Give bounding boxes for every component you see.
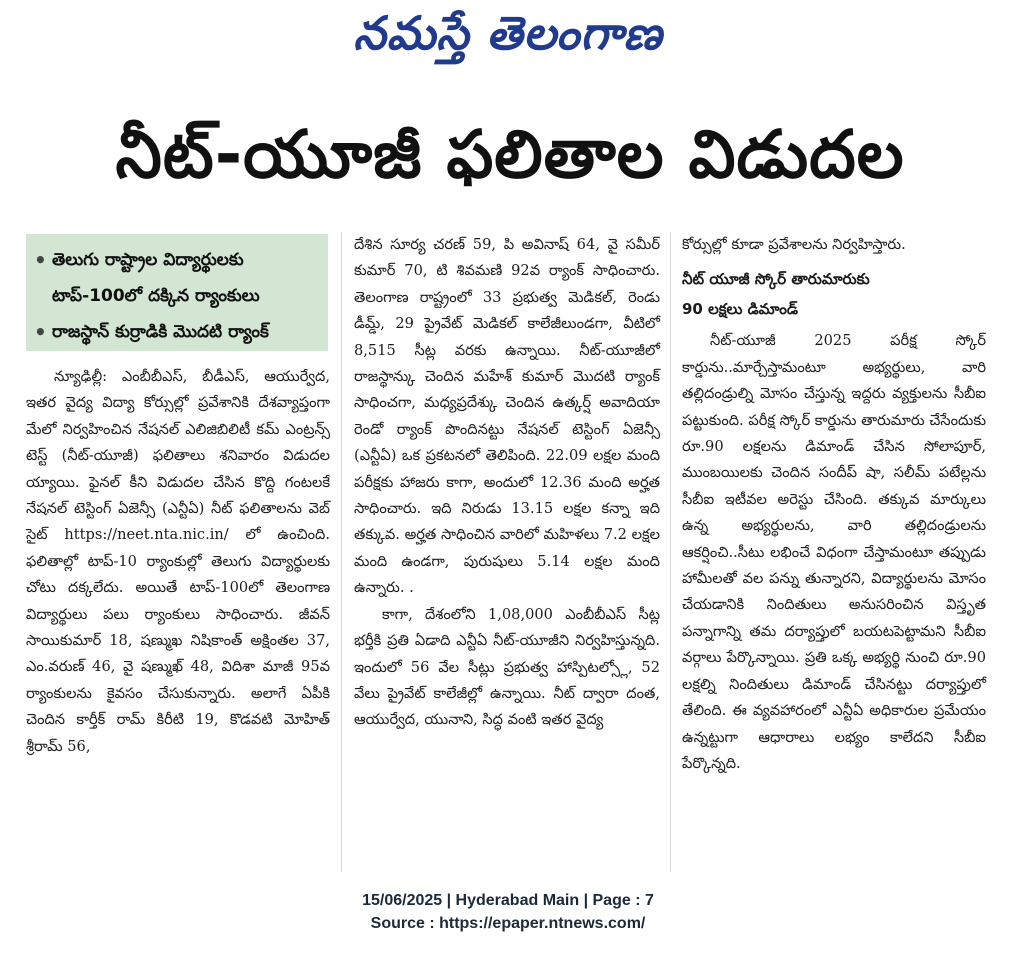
highlight-item — [34, 242, 320, 278]
article-column-3 — [682, 232, 986, 777]
headline: నీట్-యూజీ ఫలితాల విడుదల — [115, 116, 905, 193]
subheading-line: నీట్ యూజీ స్కోర్ తారుమారుకు — [682, 270, 870, 289]
highlight-item — [34, 314, 320, 350]
article-column-1 — [26, 364, 330, 760]
highlight-text: టాప్-100లో దక్కిన ర్యాంకులు — [52, 286, 260, 306]
footer-source-link[interactable]: Source : https://epaper.ntnews.com/ — [370, 915, 646, 932]
highlight-text: తెలుగు రాష్ట్రాల విద్యార్థులకు — [52, 250, 244, 270]
column-divider — [341, 232, 342, 872]
article-paragraph: కోర్సుల్లో కూడా ప్రవేశాలను నిర్వహిస్తారు. — [682, 236, 906, 253]
article-paragraph: దేశిన సూర్య చరణ్ 59, పి అవినాష్ 64, వై సమీర్ కుమార్ 70, టి శివమణి 92వ ర్యాంక్ సాధించారు. తెలంగాణ రాష్ట్రంలో 33 ప్రభుత్వ మెడికల్, రెండు డీమ్డ్, 29 ప్రైవేట్ మెడికల్ కాలేజీలుండగా, వీటిలో 8,515 సీట్ల వరకు ఉన్నాయి. నీట్-యూజీలో రాజస్థాన్కు చెందిన మహేశ్ కుమార్ మొదటి ర్యాంక్ సాధించగా, మధ్యప్రదేశ్కు చెందిన ఉత్కర్ష్ అవాదియా రెండో ర్యాంక్ పొందినట్టు నేషనల్ టెస్టింగ్ ఏజెన్సీ (ఎన్టీఏ) ఒక ప్రకటనలో తెలిపింది. 22.09 లక్షల మంది పరీక్షకు హాజరు కాగా, అందులో 12.36 మంది అర్హత సాధించారు. ఇది నిరుడు 13.15 లక్షల కన్నా ఇది తక్కువ. అర్హత సాధించిన వారిలో మహిళలు 7.2 లక్షల మంది ఉండగా, పురుషులు 5.14 లక్షల మంది ఉన్నారు. . — [354, 236, 660, 597]
footer-edition-info: 15/06/2025 | Hyderabad Main | Page : 7 — [362, 892, 654, 909]
article-subheading — [682, 264, 986, 324]
highlight-item-continuation — [34, 278, 320, 314]
newspaper-logo: నమస్తే తెలంగాణ — [353, 6, 663, 60]
masthead — [0, 6, 1016, 72]
highlight-text: రాజస్థాన్ కుర్రాడికి మొదటి ర్యాంక్ — [52, 322, 269, 342]
article-paragraph: న్యూఢిల్లీ: ఎంబీబీఎస్, బీడీఎస్, ఆయుర్వేద, ఇతర వైద్య విద్యా కోర్సుల్లో ప్రవేశానికి దేశవ్యాప్తంగా మేలో నిర్వహించిన నేషనల్ ఎలిజిబిలిటీ కమ్ ఎంట్రన్స్ టెస్ట్ (నీట్-యూజీ) ఫలితాలు శనివారం విడుదల య్యాయి. ఫైనల్ కీని విడుదల చేసిన కొద్ది గంటలకే నేషనల్ టెస్టింగ్ ఏజెన్సీ (ఎన్టీఏ) నీట్ ఫలితాలను వెబ్ సైట్ https://neet.nta.nic.in/ లో ఉంచింది. ఫలితాల్లో టాప్-10 ర్యాంకుల్లో తెలుగు విద్యార్థులకు చోటు దక్కలేదు. అయితే టాప్-100లో తెలంగాణ విద్యార్థులు పలు ర్యాంకులు సాధించారు. జీవన్ సాయికుమార్ 18, షణ్ముఖ నిషికాంత్ అక్షింతల 37, ఎం.వరుణ్ 46, వై షణ్ముఖ్ 48, విదిశా మాజీ 95వ ర్యాంకులను కైవసం చేసుకున్నారు. అలాగే ఏపీకి చెందిన కార్తీక్ రామ్ కిరీటి 19, కొడవటి మోహిత్ శ్రీరామ్ 56, — [26, 368, 330, 755]
highlights-box — [26, 234, 328, 351]
bullet-icon: • — [34, 320, 47, 344]
article-column-2 — [354, 232, 660, 734]
article-paragraph: కాగా, దేశంలోని 1,08,000 ఎంబీబీఎస్ సీట్ల భర్తీకి ప్రతి ఏడాది ఎన్టీఏ నీట్-యూజీని నిర్వహిస్తున్నది. ఇందులో 56 వేల సీట్లు ప్రభుత్వ హాస్పిటల్స్లో, 52 వేలు ప్రైవేట్ కాలేజీల్లో ఉన్నాయి. నీట్ ద్వారా దంత, ఆయుర్వేద, యునాని, సిద్ధ వంటి ఇతర వైద్య — [354, 605, 660, 729]
bullet-icon: • — [34, 248, 47, 272]
subheading-line: 90 లక్షలు డిమాండ్ — [682, 300, 798, 319]
article-paragraph: నీట్-యూజీ 2025 పరీక్ష స్కోర్ కార్డును..మార్చేస్తామంటూ అభ్యర్థులు, వారి తల్లిదండ్రుల్ని మోసం చేస్తున్న ఇద్దరు వ్యక్తులను సీబీఐ పట్టుకుంది. పరీక్ష స్కోర్ కార్డును తారుమారు చేసేందుకు రూ.90 లక్షలను డిమాండ్ చేసిన సోలాపూర్, ముంబయిలకు చెందిన సందీప్ షా, సలీమ్ పటేల్లను సీబీఐ ఇటీవల అరెస్టు చేసింది. తక్కువ మార్కులు ఉన్న అభ్యర్థులను, వారి తల్లిదండ్రులను ఆకర్షించి..సీటు లభించే విధంగా చేస్తామంటూ తప్పుడు హామీలతో వల పన్ను తున్నారని, విద్యార్థులను మోసం చేయడానికి నిందితులు అనుసరించిన విస్తృత పన్నాగాన్ని తమ దర్యాప్తులో బయటపెట్టామని సీబీఐ వర్గాలు పేర్కొన్నాయి. ప్రతి ఒక్క అభ్యర్థి నుంచి రూ.90 లక్షల్ని నిందితులు డిమాండ్ చేసినట్టు దర్యాప్తులో తేలింది. ఈ వ్యవహారంలో ఎన్టీఏ అధికారుల ప్రమేయం ఉన్నట్టుగా ఆధారాలు లభ్యం కాలేదని సీబీఐ పేర్కొన్నది. — [682, 332, 986, 772]
column-divider — [670, 232, 671, 872]
